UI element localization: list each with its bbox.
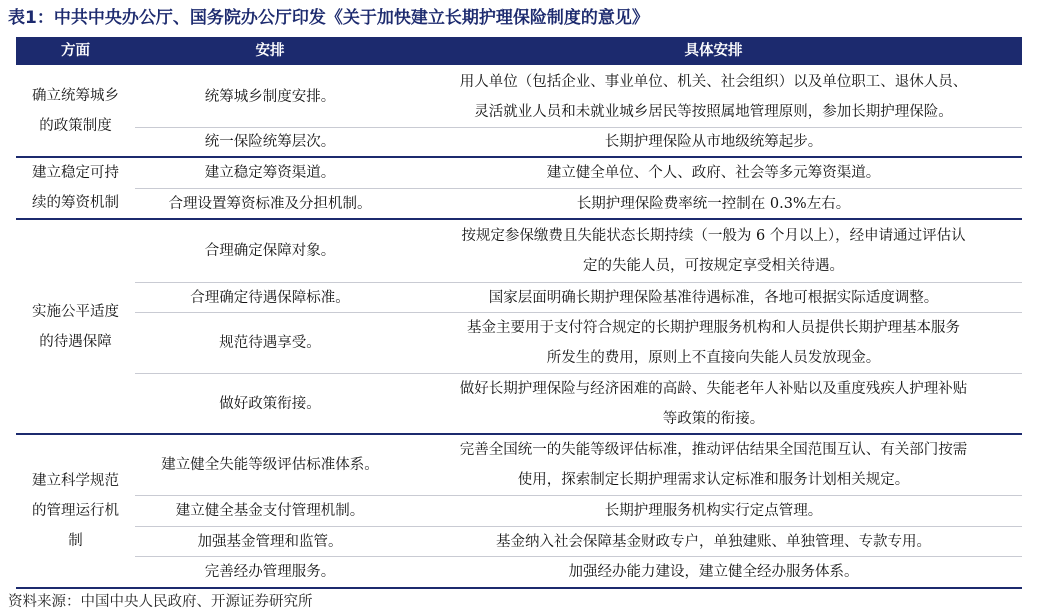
table-bottom-rule xyxy=(16,587,1022,589)
arrangement-cell: 合理设置筹资标准及分担机制。 xyxy=(168,195,372,212)
aspect-cell: 建立稳定可持 续的筹资机制 xyxy=(32,165,119,211)
arrangement-cell: 规范待遇享受。 xyxy=(219,335,321,351)
arrangement-cell: 建立稳定筹资渠道。 xyxy=(204,165,336,181)
header-arrangement: 安排 xyxy=(135,37,405,65)
details-cell: 建立健全单位、个人、政府、社会等多元筹资渠道。 xyxy=(546,165,881,181)
details-cell: 长期护理保险费率统一控制在 0.3%左右。 xyxy=(576,195,851,212)
details-cell: 长期护理服务机构实行定点管理。 xyxy=(604,503,823,519)
details-cell: 长期护理保险从市地级统筹起步。 xyxy=(604,134,823,150)
details-cell: 做好长期护理保险与经济困难的高龄、失能老年人补贴以及重度残疾人护理补贴 等政策的衔接。 xyxy=(459,380,968,427)
arrangement-cell: 统筹城乡制度安排。 xyxy=(204,88,336,105)
details-cell: 基金主要用于支付符合规定的长期护理服务机构和人员提供长期护理基本服务 所发生的费用，原则上不直接向失能人员发放现金。 xyxy=(467,320,960,366)
arrangement-cell: 建立健全基金支付管理机制。 xyxy=(175,503,365,519)
arrangement-cell: 合理确定待遇保障标准。 xyxy=(190,289,350,306)
details-cell: 基金纳入社会保障基金财政专户，单独建账、单独管理、专款专用。 xyxy=(496,533,931,550)
arrangement-cell: 加强基金管理和监管。 xyxy=(197,533,343,550)
details-cell: 完善全国统一的失能等级评估标准，推动评估结果全国范围互认、有关部门按需 使用，探索制定长期护理需求认定标准和服务计划相关规定。 xyxy=(459,442,968,488)
details-cell: 加强经办能力建设，建立健全经办服务体系。 xyxy=(568,564,859,580)
arrangement-cell: 建立健全失能等级评估标准体系。 xyxy=(161,457,379,473)
details-cell: 国家层面明确长期护理保险基准待遇标准，各地可根据实际适度调整。 xyxy=(488,289,939,306)
arrangement-cell: 完善经办管理服务。 xyxy=(204,564,336,580)
aspect-cell: 建立科学规范 的管理运行机 制 xyxy=(32,473,119,549)
source-note: 资料来源：中国中央人民政府、开源证券研究所 xyxy=(8,594,313,610)
arrangement-cell: 统一保险统筹层次。 xyxy=(204,134,336,150)
aspect-cell: 确立统筹城乡 的政策制度 xyxy=(32,88,119,134)
header-aspect: 方面 xyxy=(16,37,135,65)
arrangement-cell: 做好政策衔接。 xyxy=(219,395,321,412)
details-cell: 用人单位（包括企业、事业单位、机关、社会组织）以及单位职工、退休人员、 灵活就业人员和未就业城乡居民等按照属地管理原则，参加长期护理保险。 xyxy=(459,73,968,120)
aspect-cell: 实施公平适度 的待遇保障 xyxy=(32,303,119,350)
details-cell: 按规定参保缴费且失能状态长期持续（一般为 6 个月以上），经申请通过评估认 定的失能人员，可按规定享受相关待遇。 xyxy=(461,228,966,274)
header-details: 具体安排 xyxy=(405,37,1022,65)
arrangement-cell: 合理确定保障对象。 xyxy=(204,243,336,259)
table-title: 表1：中共中央办公厅、国务院办公厅印发《关于加快建立长期护理保险制度的意见》 xyxy=(8,8,649,28)
